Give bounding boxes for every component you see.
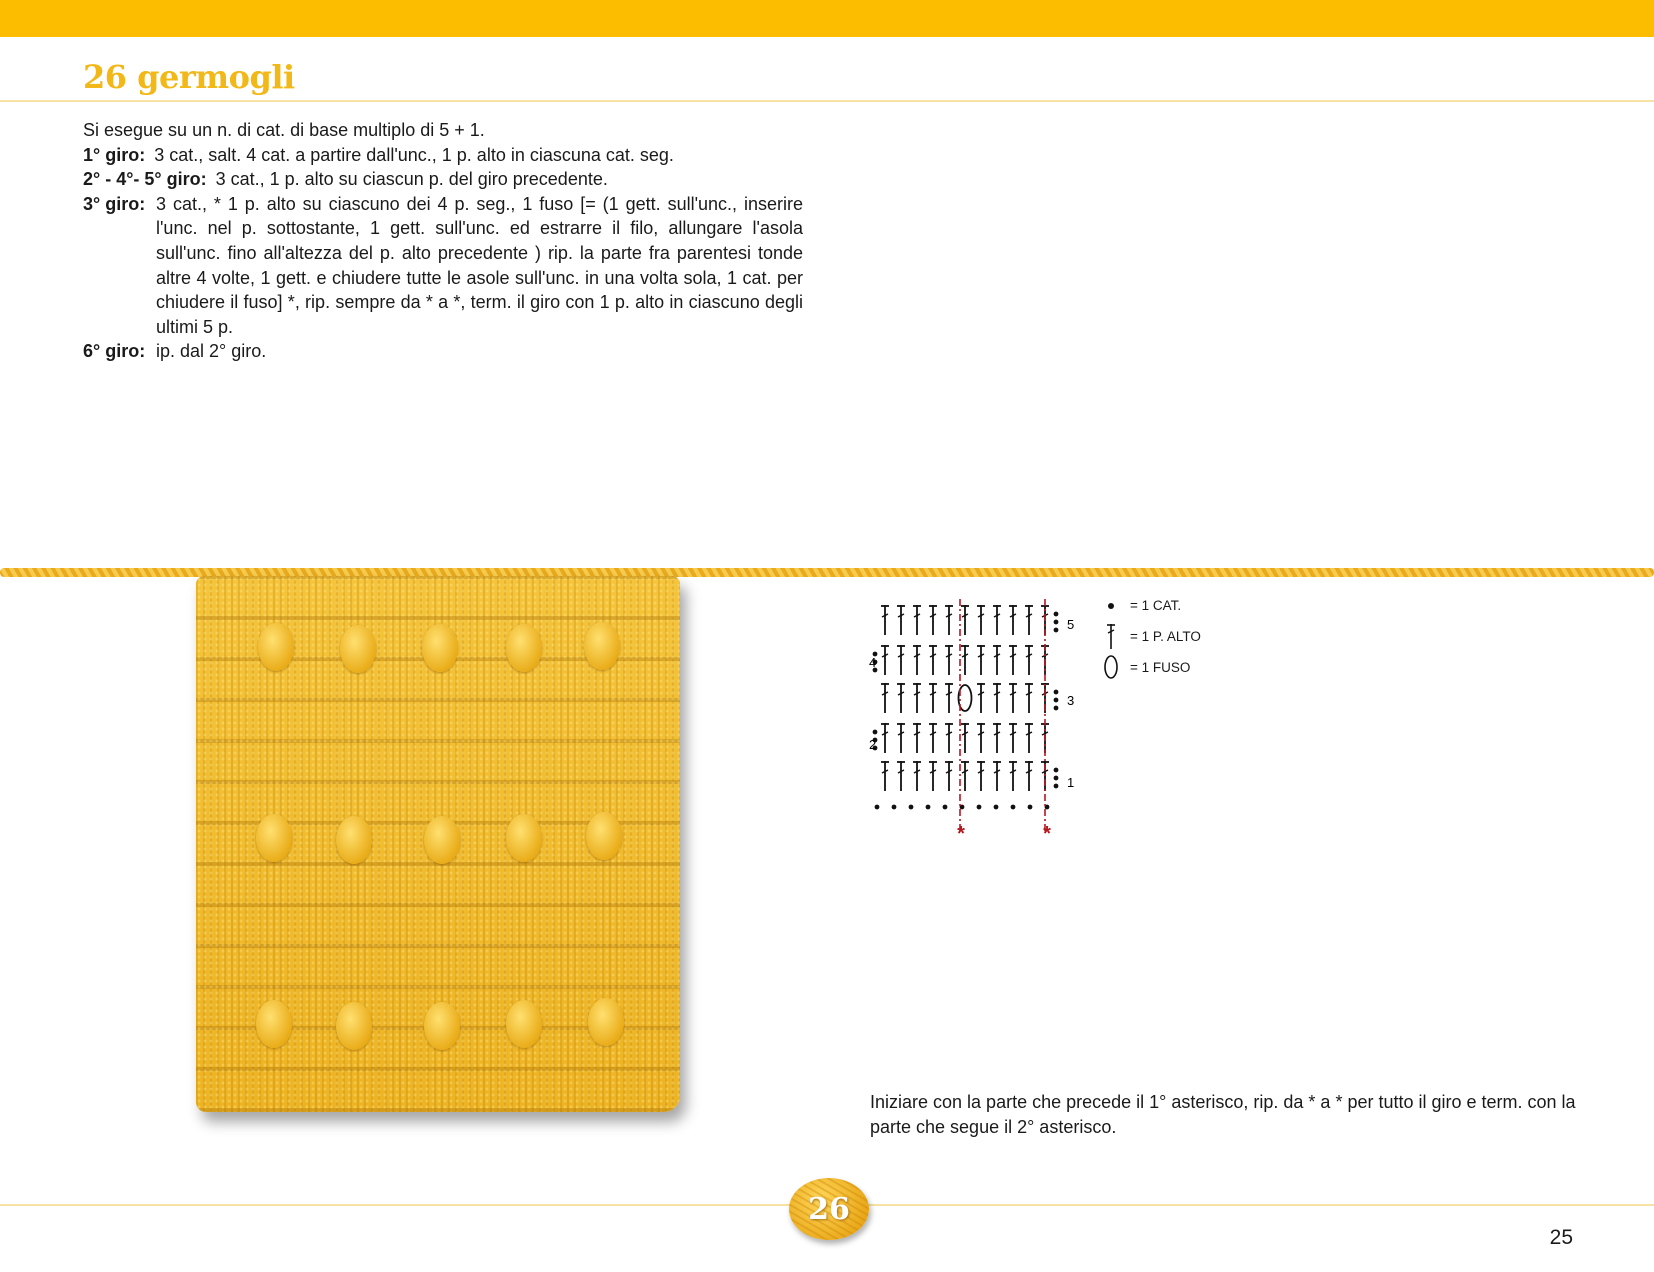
instructions-intro: Si esegue su un n. di cat. di base multiplo di 5 + 1. <box>83 120 485 140</box>
pattern-number-badge: 26 <box>808 1191 850 1227</box>
row-number-1: 1 <box>1067 775 1075 790</box>
chain-dot-symbol <box>1054 706 1059 711</box>
chart-footnote: Iniziare con la parte che precede il 1° asterisco, rip. da * a * per tutto il giro e term. con la parte che segue il 2° asterisco. <box>870 1092 1576 1137</box>
instruction-row-4 <box>83 339 803 364</box>
chain-dot-symbol <box>892 805 897 810</box>
instruction-label: 3° giro: <box>83 193 146 214</box>
page-number: 25 <box>1549 1226 1573 1249</box>
instruction-label: 6° giro: <box>83 341 146 362</box>
double-crochet-icon <box>1100 622 1122 650</box>
bobble-stitch <box>340 625 376 673</box>
repeat-asterisk-end: * <box>1043 823 1051 845</box>
legend-item-bobble <box>1100 654 1190 680</box>
chain-dot-symbol <box>977 805 982 810</box>
bobble-stitch <box>424 816 460 864</box>
row-number-2: 2 <box>869 737 877 752</box>
chain-dot-symbol <box>1054 612 1059 617</box>
legend-item-chain <box>1100 598 1181 613</box>
chain-dot-symbol <box>1054 768 1059 773</box>
row-number-5: 5 <box>1067 617 1075 632</box>
instruction-row-3 <box>83 192 803 340</box>
chain-dot-symbol <box>994 805 999 810</box>
bobble-stitch <box>256 1000 292 1048</box>
chain-dot-symbol <box>1054 690 1059 695</box>
stitch-chart <box>855 595 1085 850</box>
chain-dot-symbol <box>943 805 948 810</box>
legend-label: = 1 CAT. <box>1130 598 1182 613</box>
instruction-row-2 <box>83 167 803 192</box>
chain-dot-symbol <box>1054 620 1059 625</box>
chain-dot-symbol <box>909 805 914 810</box>
bobble-stitch <box>506 1000 542 1048</box>
row-number-3: 3 <box>1067 693 1075 708</box>
bobble-stitch <box>506 624 542 672</box>
legend-label: = 1 P. ALTO <box>1130 628 1201 644</box>
chain-dot-symbol <box>875 805 880 810</box>
instruction-text: ip. dal 2° giro. <box>156 341 267 362</box>
instruction-label: 1° giro: <box>83 144 146 165</box>
chain-dot-symbol <box>1054 784 1059 789</box>
chain-dot-symbol <box>926 805 931 810</box>
yarn-ball-badge <box>789 1178 869 1240</box>
legend-item-double-crochet <box>1100 622 1201 650</box>
bobble-stitch <box>422 624 458 672</box>
pattern-instructions <box>83 118 803 364</box>
chain-dot-symbol <box>1054 628 1059 633</box>
chain-dot-symbol <box>1054 776 1059 781</box>
chain-dot-symbol <box>1054 698 1059 703</box>
bobble-stitch <box>586 812 622 860</box>
bobble-stitch <box>336 816 372 864</box>
chain-dot-symbol <box>1011 805 1016 810</box>
chain-dot-icon <box>1100 601 1122 611</box>
chart-legend <box>1100 598 1270 678</box>
instruction-text: 3 cat., * 1 p. alto su ciascuno dei 4 p. seg., 1 fuso [= (1 gett. sull'unc., inserire l'unc. nel p. sottostante, 1 gett. sull'unc. ed estrarre il filo, allungare l'asola sull'unc. fino all'altezza del p. alto precedente ) rip. la parte fra parentesi tonde altre 4 volte, 1 gett. e chiudere tutte le asole sull'unc. in una volta sola, 1 cat. per chiudere il fuso] *, rip. sempre da * a *, term. il giro con 1 p. alto in ciascuno degli ultimi 5 p. <box>156 193 803 337</box>
bobble-stitch <box>258 623 294 671</box>
instruction-label: 2° - 4°- 5° giro: <box>83 169 207 190</box>
chain-dot-symbol <box>873 730 878 735</box>
crochet-swatch-photo <box>196 576 680 1112</box>
bobble-stitch <box>588 998 624 1046</box>
instruction-text: 3 cat., salt. 4 cat. a partire dall'unc., 1 p. alto in ciascuna cat. seg. <box>154 144 674 165</box>
bobble-stitch <box>256 814 292 862</box>
chart-symbols <box>873 599 1059 831</box>
stitch-chart-diagram <box>855 595 1085 845</box>
bobble-stitch <box>424 1002 460 1050</box>
title-divider <box>0 100 1654 102</box>
instruction-text: 3 cat., 1 p. alto su ciascun p. del giro precedente. <box>215 169 608 190</box>
repeat-asterisk-start: * <box>957 823 965 845</box>
pattern-title: 26 germogli <box>83 58 295 96</box>
chain-dot-symbol <box>1028 805 1033 810</box>
top-accent-band <box>0 0 1654 37</box>
bobble-stitch <box>584 622 620 670</box>
instruction-row-1 <box>83 143 803 168</box>
row-number-4: 4 <box>869 655 877 670</box>
bobble-icon <box>1100 654 1122 680</box>
bobble-stitch <box>336 1002 372 1050</box>
legend-label: = 1 FUSO <box>1130 659 1191 675</box>
bobble-stitch <box>506 814 542 862</box>
